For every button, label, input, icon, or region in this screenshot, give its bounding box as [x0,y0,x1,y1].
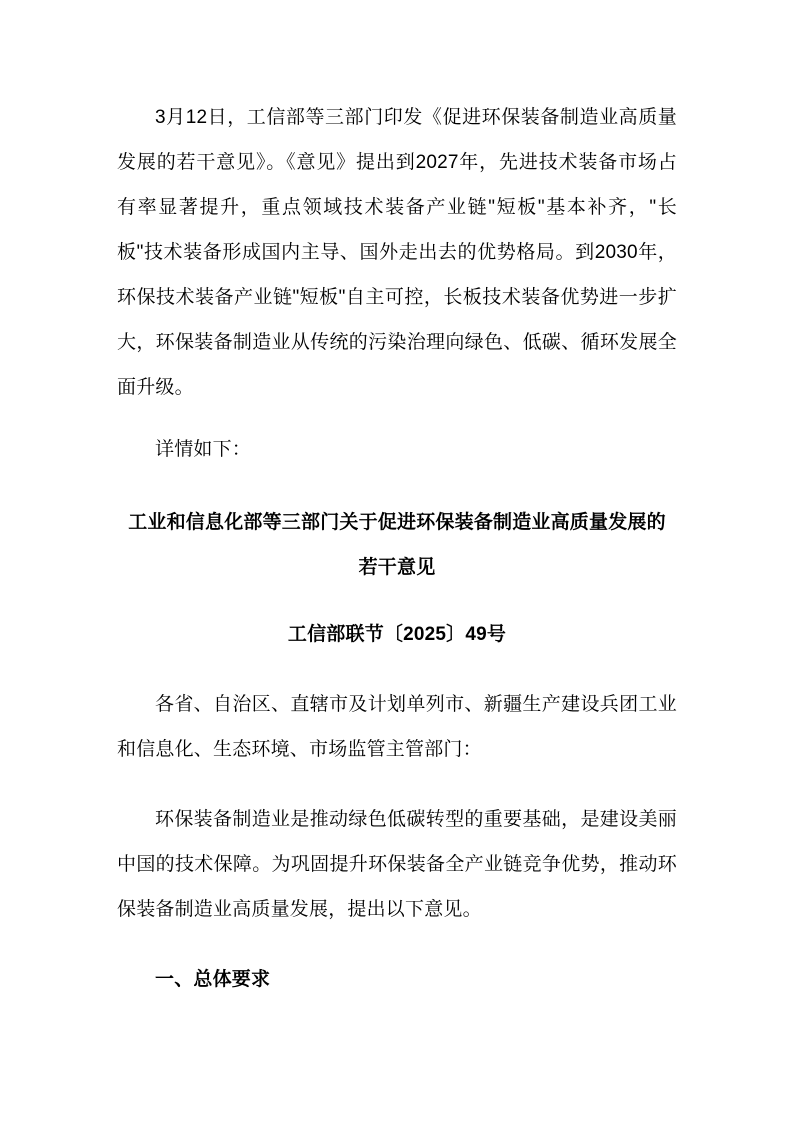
document-title-line-2: 若干意见 [358,557,436,578]
document-number: 工信部联节〔2025〕49号 [287,624,507,645]
document-title-line-1: 工业和信息化部等三部门关于促进环保装备制造业高质量发展的 [128,512,666,533]
salutation-paragraph: 各省、自治区、直辖市及计划单列市、新疆生产建设兵团工业和信息化、生态环境、市场监管主管部门： [117,694,677,760]
body-paragraph: 环保装备制造业是推动绿色低碳转型的重要基础，是建设美丽中国的技术保障。为巩固提升环保装备全产业链竞争优势，推动环保装备制造业高质量发展，提出以下意见。 [117,809,677,920]
document-title [117,500,677,590]
intro-paragraph: 3月12日，工信部等三部门印发《促进环保装备制造业高质量发展的若干意见》。《意见》提出到2027年，先进技术装备市场占有率显著提升，重点领域技术装备产业链"短板"基本补齐，"长板"技术装备形成国内主导、国外走出去的优势格局。到2030年，环保技术装备产业链"短板"自主可控，长板技术装备优势进一步扩大，环保装备制造业从传统的污染治理向绿色、低碳、循环发展全面升级。 [117,107,677,398]
details-label: 详情如下： [155,439,252,460]
section-heading: 一、总体要求 [155,969,271,990]
